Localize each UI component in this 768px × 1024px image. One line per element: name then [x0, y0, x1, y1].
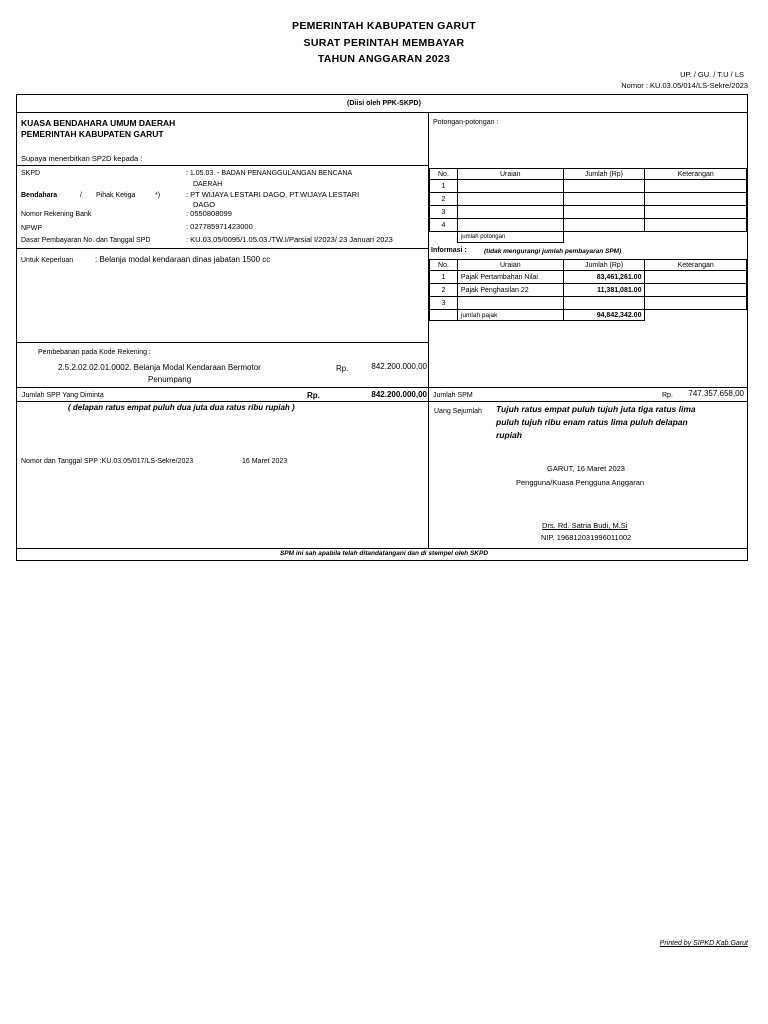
filled-by-note: (Diisi oleh PPK-SKPD) [347, 100, 421, 107]
bendahara-slash: / [80, 192, 82, 199]
footer-validity-note: SPM ini sah apabila telah ditandatangani dan di stempel oleh SKPD [279, 550, 489, 557]
col-no-header: No. [430, 169, 458, 180]
kode-rp: Rp. [336, 364, 349, 373]
row-ket [645, 271, 747, 284]
bendahara-value-2: DAGO [193, 200, 216, 209]
frame-right [747, 94, 748, 561]
row-uraian [457, 219, 563, 232]
frame-bottom [16, 560, 748, 561]
row-no: 3 [430, 206, 458, 219]
col-uraian-header: Uraian [457, 169, 563, 180]
header-title-3: TAHUN ANGGARAN 2023 [317, 53, 451, 65]
tanggal-spp: 16 Maret 2023 [242, 458, 288, 465]
row-jumlah [563, 297, 645, 310]
terbilang-spm-2: puluh tujuh ribu enam ratus lima puluh delapan [496, 417, 688, 427]
dasar-value: : KU.03.05/0095/1.05.03./TW.I/Parsial I/2023/ 23 Januari 2023 [186, 235, 393, 244]
spp-underline [16, 401, 428, 402]
signer-role: Pengguna/Kuasa Pengguna Anggaran [516, 478, 645, 487]
pihak-ketiga-label: Pihak Ketiga [96, 192, 136, 199]
header-title-1: PEMERINTAH KABUPATEN GARUT [292, 20, 476, 32]
row-jumlah [563, 219, 645, 232]
frame-top [16, 94, 748, 95]
jumlah-spp-label: Jumlah SPP Yang Diminta [22, 392, 104, 399]
uang-sejumlah-label: Uang Sejumlah [434, 408, 482, 415]
npwp-label: NPWP [21, 225, 42, 232]
footnote-star: *) [155, 192, 161, 199]
kuasa-line-1: KUASA BENDAHARA UMUM DAERAH [21, 118, 176, 128]
keperluan-value: : Belanja modal kendaraan dinas jabatan 1500 cc [95, 255, 271, 264]
informasi-note: (tidak mengurangi jumlah pembayaran SPM) [484, 248, 622, 255]
row-uraian [457, 206, 563, 219]
printed-by: Printed by SIPKD Kab.Garut [659, 940, 748, 947]
row-no: 1 [430, 180, 458, 193]
col-uraian-header: Uraian [457, 260, 563, 271]
col-jumlah-header: Jumlah (Rp) [563, 260, 645, 271]
rekening-value: : 0550808099 [186, 209, 232, 218]
col-ket-header: Keterangan [645, 260, 747, 271]
jumlah-pajak-label: jumlah pajak [457, 310, 563, 321]
row-no: 1 [430, 271, 458, 284]
document-number: Nomor : KU.03.05/014/LS-Sekre/2023 [621, 81, 748, 90]
nomor-spp: Nomor dan Tanggal SPP :KU.03.05/017/LS-Sekre/2023 [21, 458, 194, 465]
signer-name: Drs. Rd. Satria Budi, M.Si [542, 521, 628, 530]
header-title-2: SURAT PERINTAH MEMBAYAR [303, 37, 465, 49]
frame-divider-top [16, 112, 748, 113]
col-no-header: No. [430, 260, 458, 271]
jumlah-spp-rp: Rp. [307, 391, 320, 400]
terbilang-spm-1: Tujuh ratus empat puluh tujuh juta tiga ratus lima [496, 404, 696, 414]
potongan-table [429, 168, 747, 243]
row-uraian [457, 193, 563, 206]
kode-rekening: 2.5.2.02.02.01.0002. Belanja Modal Kendaraan Bermotor [58, 363, 261, 372]
spm-underline [428, 401, 748, 402]
payment-types: UP. / GU. / T.U / LS [680, 70, 744, 79]
col-ket-header: Keterangan [645, 169, 747, 180]
potongan-header-row [430, 169, 747, 180]
terbilang-spp: ( delapan ratus empat puluh dua juta dua ratus ribu rupiah ) [68, 403, 295, 412]
pajak-total-row [430, 310, 747, 321]
row-ket [645, 193, 747, 206]
row-uraian [457, 297, 563, 310]
row-jumlah [563, 180, 645, 193]
skpd-value-2: DAERAH [193, 181, 223, 188]
table-row [430, 219, 747, 232]
potongan-total-row [430, 232, 747, 243]
kuasa-line-2: PEMERINTAH KABUPATEN GARUT [21, 129, 164, 139]
row-ket [645, 284, 747, 297]
row-ket [645, 219, 747, 232]
left-divider-2 [16, 248, 428, 249]
kode-rekening-2: Penumpang [148, 375, 192, 384]
jumlah-spm-amount: 747.357.658,00 [688, 389, 744, 398]
row-jumlah [563, 206, 645, 219]
pajak-header-row [430, 260, 747, 271]
left-divider-1 [16, 165, 428, 166]
table-row [430, 193, 747, 206]
row-no: 3 [430, 297, 458, 310]
table-row [430, 206, 747, 219]
informasi-label: Informasi : [431, 247, 467, 254]
row-no: 2 [430, 284, 458, 297]
row-no: 2 [430, 193, 458, 206]
rekening-label: Nomor Rekening Bank [21, 211, 92, 218]
bendahara-value-1: : PT WIJAYA LESTARI DAGO, PT.WIJAYA LESTARI [186, 190, 360, 199]
row-ket [645, 206, 747, 219]
table-row [430, 297, 747, 310]
table-row [430, 284, 747, 297]
bendahara-label: Bendahara [21, 192, 58, 199]
place-date: GARUT, 16 Maret 2023 [547, 464, 625, 473]
dasar-label: Dasar Pembayaran No. dan Tanggal SPD [21, 237, 151, 244]
keperluan-label: Untuk Keperluan [21, 257, 74, 264]
row-jumlah: 83,461,261.00 [563, 271, 645, 284]
jumlah-spm-label: Jumlah SPM [433, 392, 473, 399]
potongan-label: Potongan-potongan : [433, 119, 499, 126]
row-no: 4 [430, 219, 458, 232]
npwp-value: : 027785971423000 [186, 222, 253, 231]
left-divider-3 [16, 342, 428, 343]
jumlah-pajak-value: 94,842,342.00 [563, 310, 645, 321]
row-uraian: Pajak Penghasilan 22 [457, 284, 563, 297]
jumlah-spm-rp: Rp. [662, 392, 673, 399]
pajak-table [429, 259, 747, 321]
row-uraian: Pajak Pertambahan Nilai [457, 271, 563, 284]
col-jumlah-header: Jumlah (Rp) [563, 169, 645, 180]
jumlah-potongan-label: jumlah potongan [457, 232, 563, 243]
frame-divider-bottom [16, 548, 748, 549]
row-jumlah: 11,381,081.00 [563, 284, 645, 297]
row-uraian [457, 180, 563, 193]
table-row [430, 180, 747, 193]
signer-nip: NIP. 196812031996011002 [541, 533, 632, 542]
row-jumlah [563, 193, 645, 206]
kode-amount: 842.200.000,00 [371, 362, 427, 371]
row-ket [645, 297, 747, 310]
supaya-text: Supaya menerbitkan SP2D kepada : [21, 154, 143, 163]
mid-divider [16, 387, 748, 388]
skpd-label: SKPD [21, 170, 41, 177]
pembebanan-label: Pembebanan pada Kode Rekening : [38, 349, 151, 356]
table-row [430, 271, 747, 284]
row-ket [645, 180, 747, 193]
skpd-value-1: : 1.05.03. - BADAN PENANGGULANGAN BENCANA [186, 170, 353, 177]
terbilang-spm-3: rupiah [496, 430, 522, 440]
jumlah-spp-amount: 842.200.000,00 [371, 390, 427, 399]
